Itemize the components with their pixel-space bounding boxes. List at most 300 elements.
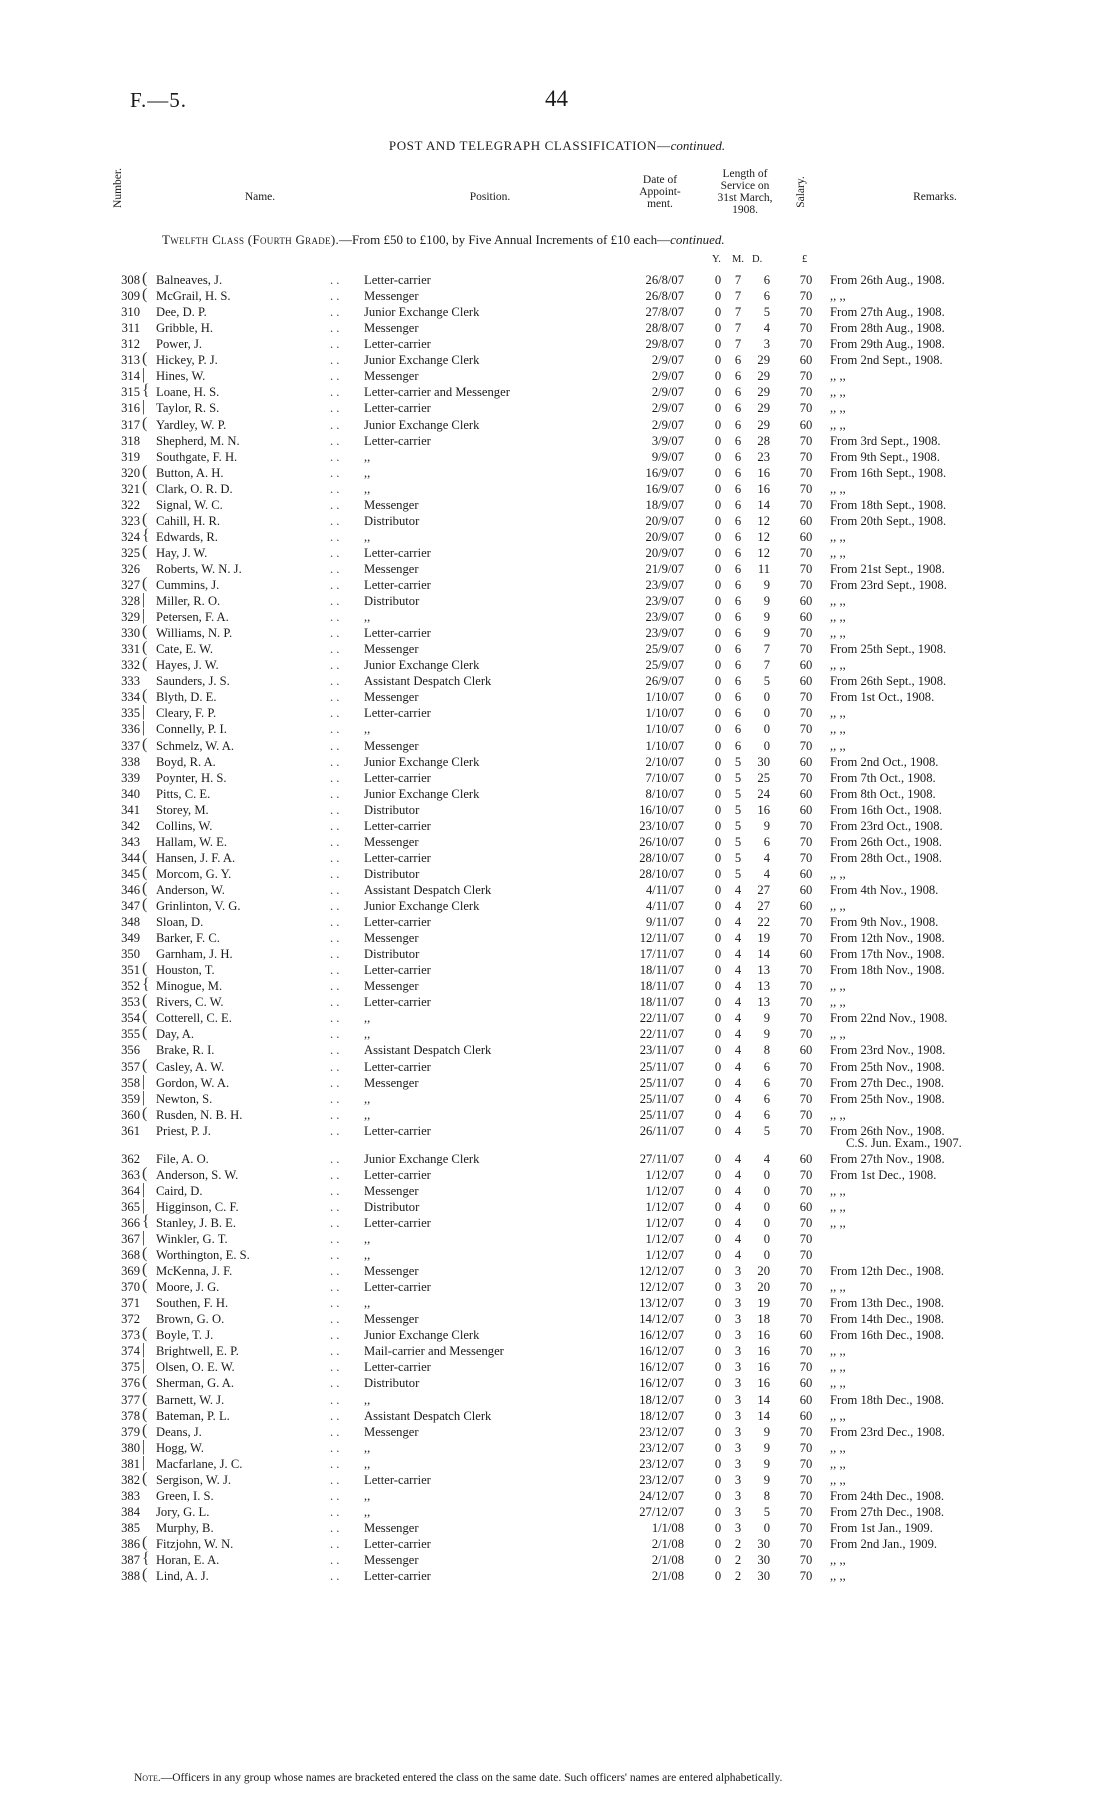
row-salary: 60 xyxy=(799,658,813,673)
row-position: Messenger xyxy=(364,1424,419,1439)
row-remarks: From 2nd Sept., 1908. xyxy=(830,353,943,368)
row-days: 16 xyxy=(757,1376,770,1391)
row-salary: 60 xyxy=(799,1328,813,1343)
row-name: Clark, O. R. D. xyxy=(156,481,233,496)
row-months: 5 xyxy=(734,818,742,833)
row-leader: . . xyxy=(330,610,340,624)
row-bracket: | xyxy=(142,1196,146,1214)
row-appointment-date: 24/12/07 xyxy=(639,1488,684,1503)
row-remarks: From 17th Nov., 1908. xyxy=(830,947,945,962)
row-remarks: From 2nd Oct., 1908. xyxy=(830,754,939,769)
row-appointment-date: 1/12/07 xyxy=(645,1248,684,1262)
row-days: 4 xyxy=(763,850,770,865)
row-leader: . . xyxy=(330,529,340,544)
row-years: 0 xyxy=(714,273,722,287)
table-row xyxy=(0,994,1114,1010)
row-years: 0 xyxy=(714,722,722,737)
row-number: 373 xyxy=(121,1328,140,1343)
row-remarks: ,, ,, xyxy=(830,1553,846,1567)
row-position: ,, xyxy=(364,610,371,624)
row-years: 0 xyxy=(714,1392,722,1407)
row-years: 0 xyxy=(714,1091,722,1106)
row-days: 9 xyxy=(763,818,770,833)
row-position: Distributor xyxy=(364,1199,420,1214)
row-salary: 70 xyxy=(799,1107,813,1122)
row-number: 335 xyxy=(121,706,140,721)
row-days: 8 xyxy=(763,1043,770,1058)
row-appointment-date: 12/12/07 xyxy=(639,1264,684,1279)
row-days: 5 xyxy=(763,674,770,689)
row-number: 369 xyxy=(121,1264,140,1279)
row-name: Power, J. xyxy=(156,337,203,352)
row-number: 356 xyxy=(121,1043,140,1058)
row-leader: . . xyxy=(330,1328,340,1343)
row-salary: 70 xyxy=(799,850,813,865)
row-months: 6 xyxy=(734,401,742,416)
row-months: 5 xyxy=(734,802,742,817)
row-appointment-date: 28/10/07 xyxy=(639,866,684,881)
table-row xyxy=(0,802,1114,818)
row-months: 4 xyxy=(734,1123,742,1138)
row-years: 0 xyxy=(714,626,722,641)
row-position: ,, xyxy=(364,1440,371,1455)
row-name: Hines, W. xyxy=(156,369,206,384)
row-appointment-date: 16/9/07 xyxy=(645,481,684,496)
row-name: Macfarlane, J. C. xyxy=(156,1456,243,1471)
row-leader: . . xyxy=(330,1199,340,1214)
row-salary: 70 xyxy=(799,273,813,287)
row-name: Minogue, M. xyxy=(156,979,223,994)
row-salary: 70 xyxy=(799,481,813,496)
row-number: 375 xyxy=(121,1360,140,1375)
row-position: ,, xyxy=(364,529,371,544)
row-name: Pitts, C. E. xyxy=(156,786,211,801)
row-leader: . . xyxy=(330,690,340,705)
row-salary: 70 xyxy=(799,1504,813,1519)
row-months: 6 xyxy=(734,497,742,512)
row-remarks: From 16th Oct., 1908. xyxy=(830,802,942,817)
row-months: 6 xyxy=(734,561,742,576)
row-remarks: From 3rd Sept., 1908. xyxy=(830,433,941,448)
row-name: Casley, A. W. xyxy=(156,1059,225,1074)
row-days: 0 xyxy=(763,1167,770,1182)
table-row xyxy=(0,497,1114,513)
row-number: 338 xyxy=(121,754,140,769)
row-remarks: ,, ,, xyxy=(830,1440,846,1455)
row-remarks: From 16th Dec., 1908. xyxy=(830,1328,945,1343)
row-name: Houston, T. xyxy=(156,963,215,978)
table-row xyxy=(0,962,1114,978)
row-name: Miller, R. O. xyxy=(156,594,221,608)
row-position: Distributor xyxy=(364,802,420,817)
row-days: 5 xyxy=(763,305,770,320)
row-appointment-date: 16/12/07 xyxy=(639,1328,684,1343)
row-bracket: ( xyxy=(142,510,148,528)
table-row xyxy=(0,336,1114,352)
row-name: Gribble, H. xyxy=(156,321,214,336)
row-days: 0 xyxy=(763,1199,770,1214)
row-salary: 70 xyxy=(799,1424,813,1439)
row-salary: 70 xyxy=(799,1488,813,1503)
row-years: 0 xyxy=(714,1151,722,1166)
row-salary: 70 xyxy=(799,1360,813,1375)
row-salary: 70 xyxy=(799,1569,813,1583)
row-position: Letter-carrier xyxy=(364,578,431,592)
row-name: Caird, D. xyxy=(156,1183,203,1198)
row-years: 0 xyxy=(714,1027,722,1042)
row-years: 0 xyxy=(714,1199,722,1214)
row-remarks: ,, ,, xyxy=(830,626,846,641)
row-number: 342 xyxy=(121,818,140,833)
row-remarks: From 20th Sept., 1908. xyxy=(830,513,947,528)
row-leader: . . xyxy=(330,850,340,865)
row-remarks: ,, ,, xyxy=(830,401,846,416)
row-bracket: ( xyxy=(142,1421,148,1439)
row-salary: 70 xyxy=(799,1232,813,1246)
row-bracket: ( xyxy=(142,1405,148,1423)
table-row xyxy=(0,914,1114,930)
row-salary: 70 xyxy=(799,385,813,400)
row-position: Assistant Despatch Clerk xyxy=(364,882,492,897)
row-leader: . . xyxy=(330,674,340,689)
row-remarks: From 8th Oct., 1908. xyxy=(830,786,936,801)
row-position: Junior Exchange Clerk xyxy=(364,353,480,368)
row-salary: 60 xyxy=(799,594,813,608)
row-remarks: From 21st Sept., 1908. xyxy=(830,561,945,576)
row-salary: 70 xyxy=(799,578,813,592)
row-days: 29 xyxy=(757,369,770,384)
row-name: Olsen, O. E. W. xyxy=(156,1360,235,1375)
table-row xyxy=(0,721,1114,737)
table-row xyxy=(0,1327,1114,1343)
row-remarks: ,, ,, xyxy=(830,658,846,673)
row-salary: 70 xyxy=(799,401,813,416)
row-remarks: From 1st Jan., 1909. xyxy=(830,1520,933,1535)
row-number: 325 xyxy=(121,545,140,560)
row-salary: 70 xyxy=(799,1167,813,1182)
row-leader: . . xyxy=(330,1488,340,1503)
row-salary: 70 xyxy=(799,979,813,994)
row-bracket: ( xyxy=(142,1024,148,1042)
row-leader: . . xyxy=(330,722,340,737)
row-remarks: From 25th Nov., 1908. xyxy=(830,1059,945,1074)
row-position: Messenger xyxy=(364,1553,419,1567)
row-days: 13 xyxy=(757,995,770,1010)
row-months: 6 xyxy=(734,513,742,528)
row-number: 377 xyxy=(121,1392,140,1407)
row-appointment-date: 29/8/07 xyxy=(645,337,684,352)
row-remarks: From 2nd Jan., 1909. xyxy=(830,1536,938,1551)
row-bracket: | xyxy=(142,366,146,384)
row-salary: 60 xyxy=(799,529,813,544)
table-row xyxy=(0,1568,1114,1584)
row-position: Messenger xyxy=(364,931,419,946)
row-months: 4 xyxy=(734,1059,742,1074)
row-months: 4 xyxy=(734,882,742,897)
row-number: 312 xyxy=(121,337,140,352)
row-appointment-date: 1/12/07 xyxy=(645,1199,684,1214)
row-leader: . . xyxy=(330,1504,340,1519)
table-row xyxy=(0,400,1114,416)
table-row xyxy=(0,609,1114,625)
row-years: 0 xyxy=(714,481,722,496)
row-position: Letter-carrier xyxy=(364,850,431,865)
row-leader: . . xyxy=(330,401,340,416)
unit-pound: £ xyxy=(802,254,808,265)
page-number: 44 xyxy=(545,86,568,111)
row-salary: 70 xyxy=(799,1248,813,1262)
row-remarks: ,, ,, xyxy=(830,1107,846,1122)
col-length-header: Length of Service on 31st March, 1908. xyxy=(717,168,773,216)
row-days: 27 xyxy=(757,882,770,897)
row-salary: 60 xyxy=(799,674,813,689)
row-salary: 70 xyxy=(799,1472,813,1487)
row-number: 386 xyxy=(121,1536,140,1551)
row-appointment-date: 18/11/07 xyxy=(639,963,684,978)
table-row xyxy=(0,978,1114,994)
row-remarks: ,, ,, xyxy=(830,722,846,737)
table-row xyxy=(0,510,1114,529)
row-remarks: ,, ,, xyxy=(830,706,846,721)
row-name: Cate, E. W. xyxy=(156,642,214,657)
row-leader: . . xyxy=(330,1011,340,1026)
row-position: Letter-carrier xyxy=(364,770,431,785)
row-name: Rivers, C. W. xyxy=(156,995,224,1010)
row-number: 327 xyxy=(121,578,140,592)
row-years: 0 xyxy=(714,1011,722,1026)
row-salary: 60 xyxy=(799,1199,813,1214)
row-remarks: ,, ,, xyxy=(830,529,846,544)
row-position: Messenger xyxy=(364,1312,419,1327)
row-position: ,, xyxy=(364,449,371,464)
row-leader: . . xyxy=(330,321,340,336)
row-name: Poynter, H. S. xyxy=(156,770,227,785)
row-years: 0 xyxy=(714,1520,722,1535)
row-months: 4 xyxy=(734,1199,742,1214)
row-position: Distributor xyxy=(364,947,420,962)
row-position: Junior Exchange Clerk xyxy=(364,786,480,801)
row-position: Letter-carrier xyxy=(364,1167,431,1182)
row-name: Brightwell, E. P. xyxy=(156,1344,239,1359)
row-appointment-date: 1/10/07 xyxy=(645,722,684,737)
row-name: Boyd, R. A. xyxy=(156,754,216,769)
row-salary: 70 xyxy=(799,321,813,336)
row-number: 310 xyxy=(121,305,140,320)
table-row xyxy=(0,1295,1114,1311)
row-salary: 70 xyxy=(799,1536,813,1551)
row-days: 6 xyxy=(763,1075,770,1090)
row-leader: . . xyxy=(330,1553,340,1567)
row-number: 311 xyxy=(121,321,140,336)
row-days: 29 xyxy=(757,353,770,368)
row-salary: 60 xyxy=(799,1392,813,1407)
row-bracket: ( xyxy=(142,1008,148,1026)
row-months: 4 xyxy=(734,1011,742,1026)
row-months: 3 xyxy=(734,1312,742,1327)
row-days: 24 xyxy=(757,786,770,801)
row-number: 334 xyxy=(121,690,140,705)
row-number: 358 xyxy=(121,1075,140,1090)
row-remarks: ,, ,, xyxy=(830,289,846,304)
row-position: Letter-carrier xyxy=(364,1536,431,1551)
row-name: Hay, J. W. xyxy=(156,545,208,560)
row-name: Hayes, J. W. xyxy=(156,658,219,673)
row-years: 0 xyxy=(714,1280,722,1295)
row-leader: . . xyxy=(330,963,340,978)
row-bracket: ( xyxy=(142,1373,148,1391)
row-leader: . . xyxy=(330,433,340,448)
row-appointment-date: 18/11/07 xyxy=(639,979,684,994)
row-days: 6 xyxy=(763,1059,770,1074)
row-months: 4 xyxy=(734,1091,742,1106)
row-salary: 60 xyxy=(799,610,813,624)
table-row xyxy=(0,1437,1114,1456)
row-months: 4 xyxy=(734,995,742,1010)
row-number: 313 xyxy=(121,353,140,368)
row-appointment-date: 13/12/07 xyxy=(639,1296,684,1311)
row-years: 0 xyxy=(714,1553,722,1567)
table-row xyxy=(0,930,1114,946)
row-days: 4 xyxy=(763,321,770,336)
row-bracket: ( xyxy=(142,735,148,753)
row-appointment-date: 26/8/07 xyxy=(645,289,684,304)
row-leader: . . xyxy=(330,931,340,946)
row-years: 0 xyxy=(714,738,722,753)
row-days: 4 xyxy=(763,1151,770,1166)
row-number: 380 xyxy=(121,1440,140,1455)
row-bracket: | xyxy=(142,1341,146,1359)
class-heading: Twelfth Class (Fourth Grade).—From £50 to £100, by Five Annual Increments of £10 each—continued. xyxy=(162,232,725,247)
row-days: 19 xyxy=(757,931,770,946)
row-appointment-date: 1/12/07 xyxy=(645,1183,684,1198)
table-row xyxy=(0,1212,1114,1231)
row-name: Schmelz, W. A. xyxy=(156,738,235,753)
row-bracket: ( xyxy=(142,286,148,304)
row-leader: . . xyxy=(330,915,340,929)
row-bracket: ( xyxy=(142,1277,148,1295)
row-position: Messenger xyxy=(364,1183,419,1198)
row-position: ,, xyxy=(364,1107,371,1122)
row-years: 0 xyxy=(714,385,722,400)
row-number: 315 xyxy=(121,385,140,400)
row-number: 346 xyxy=(121,882,140,897)
row-days: 29 xyxy=(757,401,770,416)
row-position: Messenger xyxy=(364,1075,419,1090)
row-bracket: { xyxy=(142,1550,150,1567)
row-appointment-date: 18/11/07 xyxy=(639,995,684,1010)
row-salary: 70 xyxy=(799,1059,813,1074)
row-remarks: ,, ,, xyxy=(830,481,846,496)
row-days: 13 xyxy=(757,963,770,978)
row-days: 12 xyxy=(757,513,770,528)
row-position: Junior Exchange Clerk xyxy=(364,1328,480,1343)
row-name: Signal, W. C. xyxy=(156,497,223,512)
table-row xyxy=(0,770,1114,786)
row-position: ,, xyxy=(364,1504,371,1519)
row-months: 6 xyxy=(734,658,742,673)
row-name: Shepherd, M. N. xyxy=(156,433,240,448)
row-appointment-date: 23/11/07 xyxy=(639,1043,684,1058)
row-months: 5 xyxy=(734,754,742,769)
row-bracket: | xyxy=(142,719,146,737)
row-leader: . . xyxy=(330,1091,340,1106)
row-bracket: ( xyxy=(142,863,148,881)
row-leader: . . xyxy=(330,1408,340,1423)
row-position: Letter-carrier xyxy=(364,545,431,560)
row-position: Distributor xyxy=(364,1376,420,1391)
row-days: 25 xyxy=(757,770,770,785)
row-leader: . . xyxy=(330,1151,340,1166)
row-position: ,, xyxy=(364,1011,371,1026)
row-number: 331 xyxy=(121,642,140,657)
row-position: Letter-carrier xyxy=(364,1059,431,1074)
row-salary: 70 xyxy=(799,1296,813,1311)
row-years: 0 xyxy=(714,882,722,897)
row-days: 29 xyxy=(757,385,770,400)
row-name: Saunders, J. S. xyxy=(156,674,230,689)
row-months: 6 xyxy=(734,626,742,641)
row-appointment-date: 28/10/07 xyxy=(639,850,684,865)
row-name: Yardley, W. P. xyxy=(156,417,227,432)
row-salary: 60 xyxy=(799,802,813,817)
row-remarks: From 18th Sept., 1908. xyxy=(830,497,947,512)
table-row xyxy=(0,689,1114,705)
row-leader: . . xyxy=(330,337,340,352)
row-appointment-date: 16/12/07 xyxy=(639,1344,684,1359)
row-remarks: ,, ,, xyxy=(830,385,846,400)
row-name: Deans, J. xyxy=(156,1424,202,1439)
row-days: 0 xyxy=(763,1215,770,1230)
row-bracket: ( xyxy=(142,1469,148,1487)
row-leader: . . xyxy=(330,1376,340,1391)
row-number: 343 xyxy=(121,834,140,849)
row-days: 6 xyxy=(763,273,770,287)
row-name: Lind, A. J. xyxy=(156,1569,209,1583)
row-leader: . . xyxy=(330,1027,340,1042)
row-remarks: From 12th Dec., 1908. xyxy=(830,1264,945,1279)
row-days: 30 xyxy=(757,1553,770,1567)
row-months: 4 xyxy=(734,947,742,962)
row-position: Messenger xyxy=(364,690,419,705)
row-leader: . . xyxy=(330,594,340,608)
row-name: Bateman, P. L. xyxy=(156,1408,230,1423)
row-days: 8 xyxy=(763,1488,770,1503)
row-remarks: From 24th Dec., 1908. xyxy=(830,1488,945,1503)
row-leader: . . xyxy=(330,1472,340,1487)
row-position: Messenger xyxy=(364,289,419,304)
table-row-continuation xyxy=(0,1135,1114,1151)
row-days: 9 xyxy=(763,1472,770,1487)
row-salary: 70 xyxy=(799,706,813,721)
row-number: 366 xyxy=(121,1215,140,1230)
row-salary: 70 xyxy=(799,1520,813,1535)
row-leader: . . xyxy=(330,1360,340,1375)
row-years: 0 xyxy=(714,1107,722,1122)
row-position: Letter-carrier xyxy=(364,1215,431,1230)
row-days: 9 xyxy=(763,1456,770,1471)
row-appointment-date: 20/9/07 xyxy=(645,545,684,560)
row-number: 332 xyxy=(121,658,140,673)
row-days: 7 xyxy=(763,642,770,657)
row-leader: . . xyxy=(330,1075,340,1090)
row-name: Cotterell, C. E. xyxy=(156,1011,232,1026)
row-leader: . . xyxy=(330,497,340,512)
row-position: Junior Exchange Clerk xyxy=(364,417,480,432)
row-bracket: | xyxy=(142,1357,146,1375)
row-months: 5 xyxy=(734,834,742,849)
row-months: 3 xyxy=(734,1440,742,1455)
table-row xyxy=(0,657,1114,673)
